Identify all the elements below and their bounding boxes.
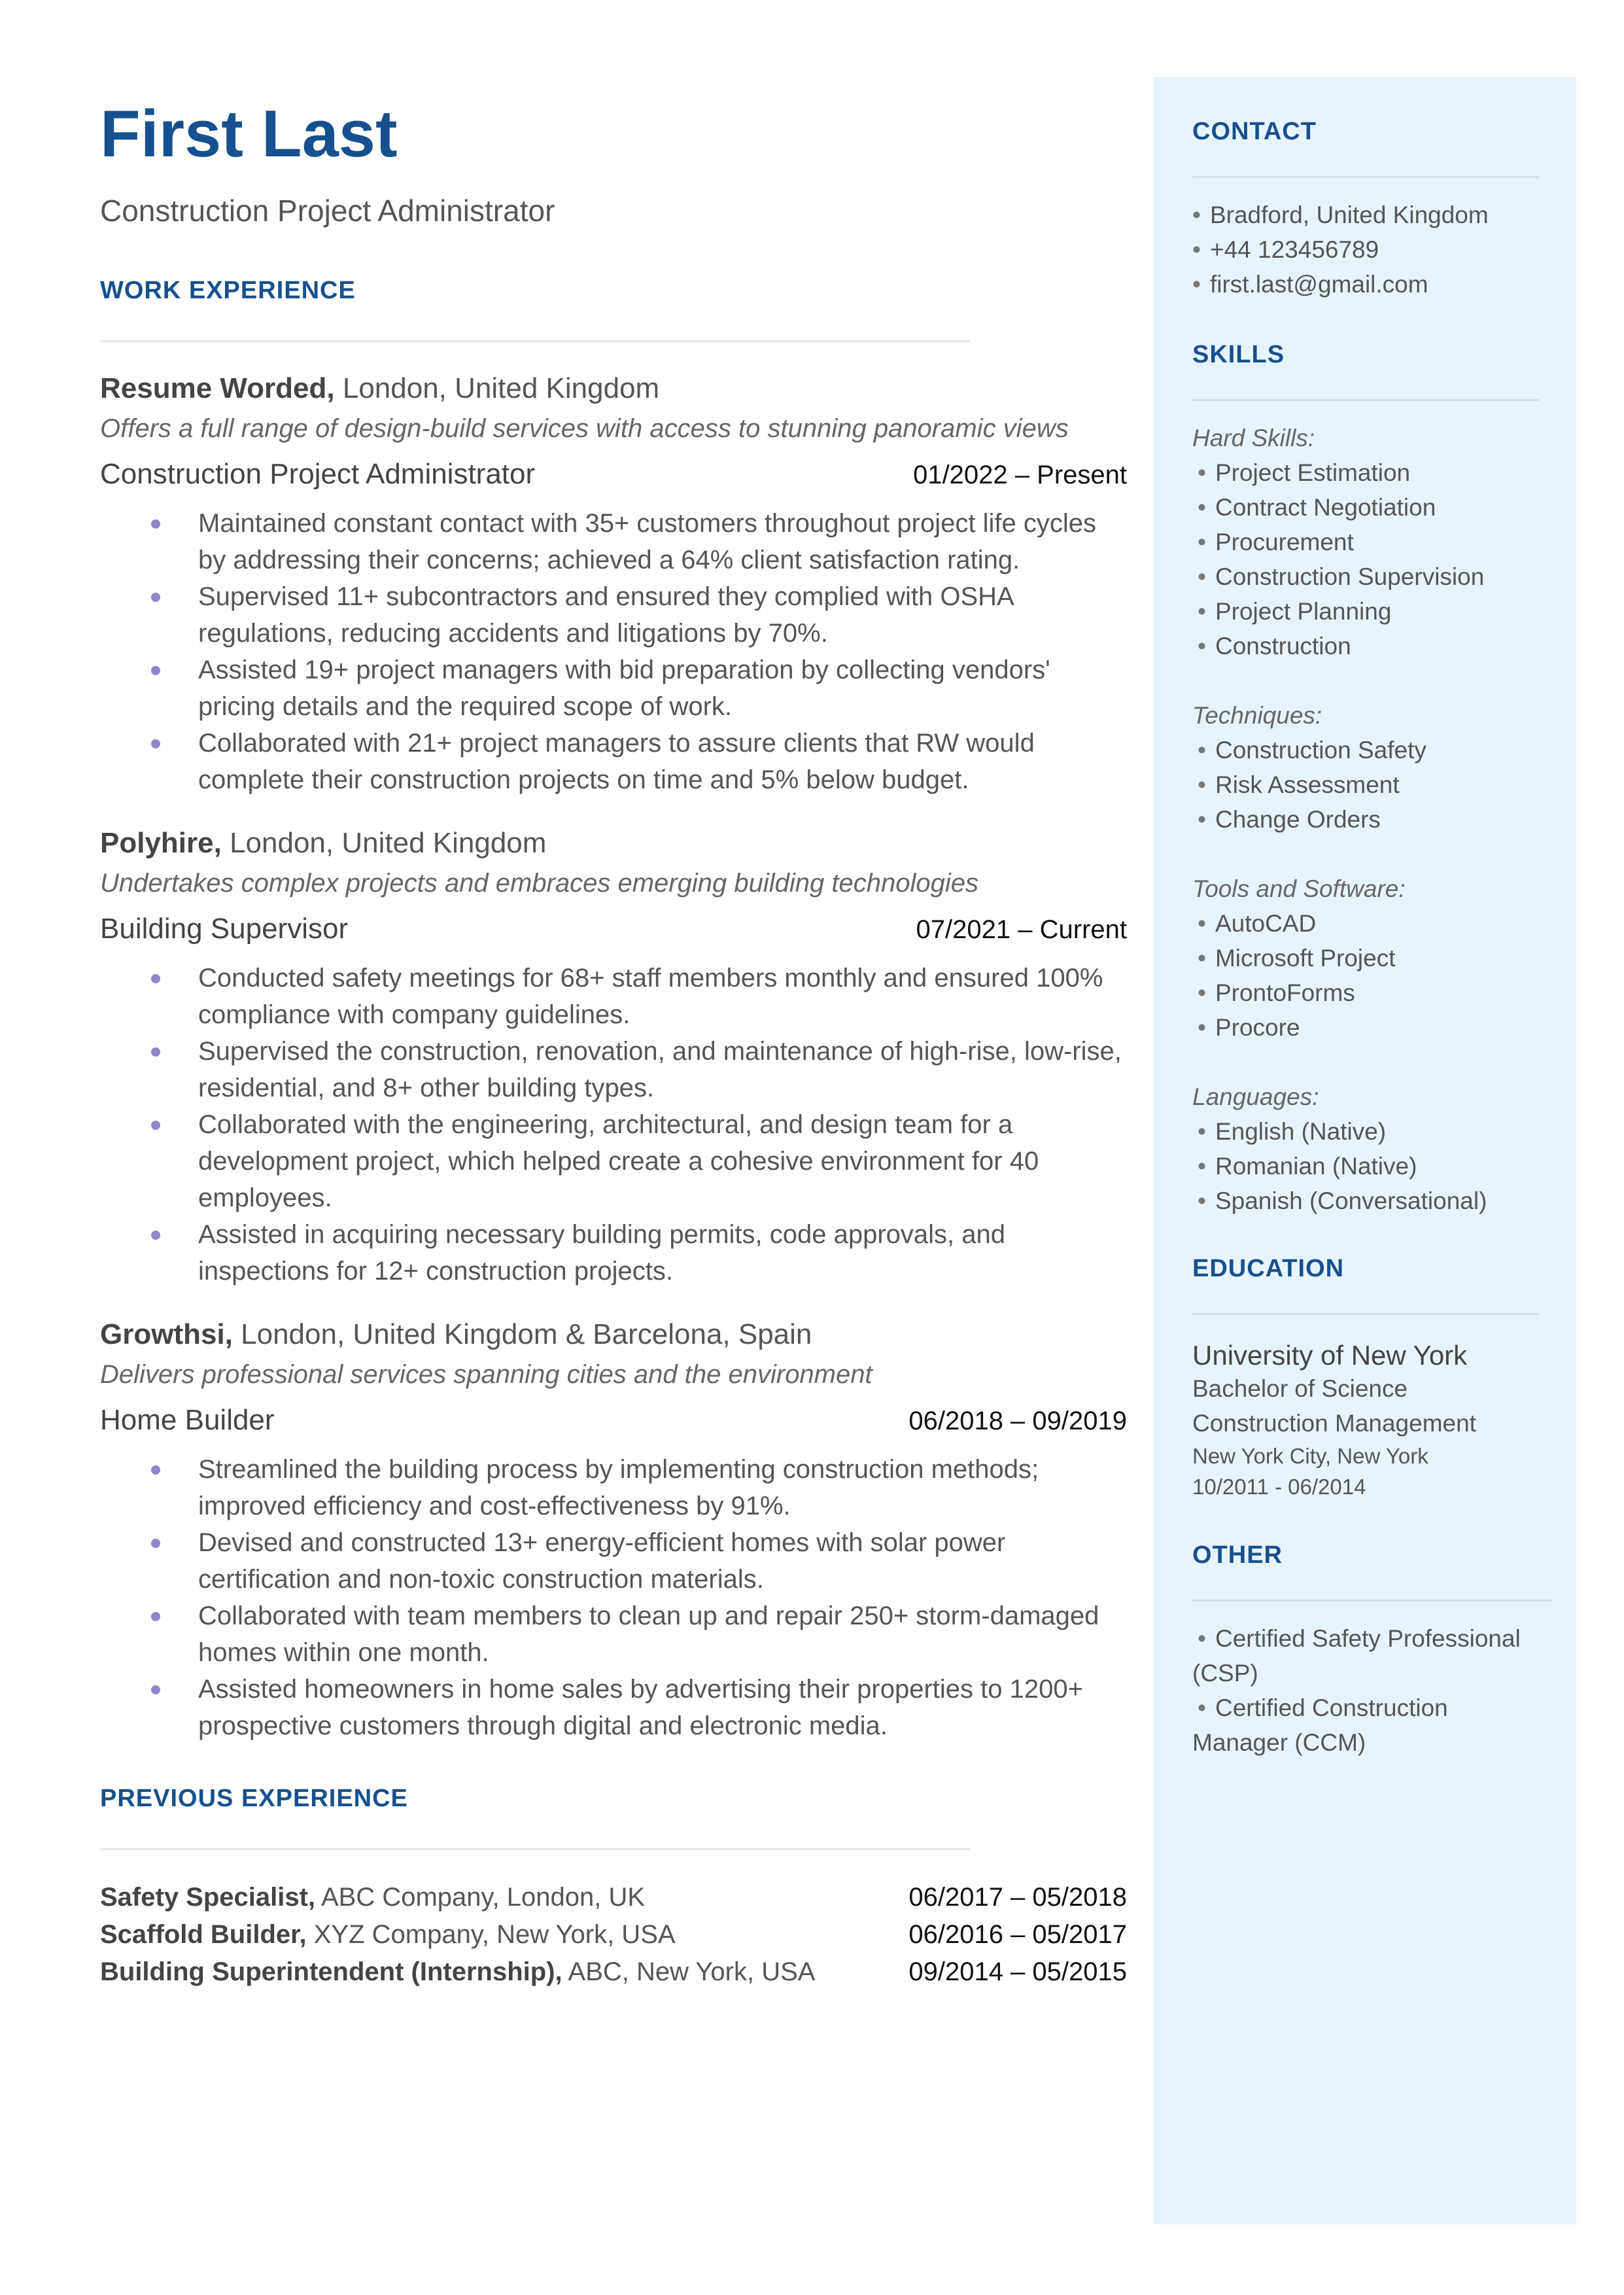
other-item	[1192, 1621, 1539, 1691]
bullet-icon: •	[1198, 459, 1206, 486]
bullet-list	[100, 1451, 1127, 1744]
bullet-icon: •	[1198, 945, 1206, 972]
education-title: EDUCATION	[1192, 1255, 1345, 1282]
previous-role: Scaffold Builder,	[100, 1920, 307, 1950]
skill-item-text: Procurement	[1215, 529, 1354, 555]
previous-experience-title: PREVIOUS EXPERIENCE	[100, 1785, 408, 1813]
skill-category: Languages:	[1192, 1083, 1319, 1110]
bullet-icon	[151, 739, 160, 748]
bullet-item	[100, 652, 1127, 725]
bullet-text: Maintained constant contact with 35+ customers throughout project life cycles by addressing their concerns; achieved a 64% client satisfaction rating.	[198, 509, 1096, 575]
skill-category: Hard Skills:	[1192, 425, 1315, 451]
main-column	[100, 98, 1127, 1991]
bullet-icon: •	[1198, 1625, 1206, 1652]
section-divider	[100, 1848, 970, 1850]
company-line	[100, 827, 1127, 860]
skill-item-text: English (Native)	[1215, 1118, 1387, 1145]
job-title: Construction Project Administrator	[100, 458, 536, 491]
skill-item	[1192, 975, 1539, 1010]
company-name: Polyhire,	[100, 827, 222, 860]
previous-company: ABC, New York, USA	[568, 1957, 816, 1987]
job-dates: 01/2022 – Present	[913, 461, 1127, 490]
skill-item	[1192, 1149, 1539, 1183]
skill-item-text: Change Orders	[1215, 806, 1381, 833]
bullet-icon	[151, 974, 160, 983]
previous-company: ABC Company, London, UK	[320, 1883, 646, 1912]
skill-item	[1192, 455, 1539, 490]
bullet-item	[100, 578, 1127, 652]
bullet-text: Collaborated with the engineering, architectural, and design team for a development project, which helped create a cohesive environment for 40 employees.	[198, 1110, 1039, 1213]
education-field: Construction Management	[1192, 1410, 1476, 1437]
company-location: London, United Kingdom & Barcelona, Spain	[241, 1318, 812, 1351]
bullet-icon: •	[1198, 910, 1206, 937]
previous-role: Building Superintendent (Internship),	[100, 1957, 562, 1987]
other-title: OTHER	[1192, 1541, 1283, 1569]
bullet-item	[100, 1598, 1127, 1671]
education-location: New York City, New York	[1192, 1444, 1428, 1468]
bullet-icon: •	[1198, 1014, 1206, 1041]
skill-item-text: Procore	[1215, 1014, 1300, 1041]
bullet-icon: •	[1198, 1694, 1206, 1721]
position-row	[100, 458, 1127, 491]
previous-experience-row	[100, 1916, 1127, 1953]
education-degree: Bachelor of Science	[1192, 1375, 1408, 1402]
previous-dates: 09/2014 – 05/2015	[908, 1957, 1127, 1987]
skill-item-text: ProntoForms	[1215, 979, 1355, 1006]
skill-item-text: Risk Assessment	[1215, 771, 1400, 798]
job-title: Home Builder	[100, 1404, 275, 1437]
job-entry	[100, 1318, 1127, 1744]
sidebar	[1153, 77, 1576, 2224]
bullet-icon	[151, 593, 160, 602]
previous-role-line	[100, 1879, 645, 1916]
skill-item-text: Spanish (Conversational)	[1215, 1187, 1487, 1214]
bullet-text: Assisted homeowners in home sales by advertising their properties to 1200+ prospective customers through digital and electronic media.	[198, 1675, 1083, 1741]
skill-item-text: Microsoft Project	[1215, 945, 1396, 972]
skill-category: Techniques:	[1192, 702, 1322, 729]
skill-item-text: Project Planning	[1215, 598, 1392, 625]
skill-item	[1192, 906, 1539, 941]
skills-list	[1192, 421, 1539, 1218]
sidebar-divider	[1192, 1600, 1552, 1602]
skill-item	[1192, 1183, 1539, 1218]
skill-item	[1192, 594, 1539, 629]
skill-item-text: Contract Negotiation	[1215, 494, 1436, 521]
company-line	[100, 372, 1127, 405]
skill-item	[1192, 629, 1539, 663]
sidebar-divider	[1192, 176, 1539, 178]
contact-item-text: +44 123456789	[1209, 236, 1379, 263]
bullet-item	[100, 1451, 1127, 1524]
company-description: Delivers professional services spanning cities and the environment	[100, 1360, 872, 1390]
education-entry	[1192, 1340, 1539, 1502]
bullet-text: Supervised the construction, renovation, and maintenance of high-rise, low-rise, residential, and 8+ other building types.	[198, 1037, 1122, 1103]
skill-item-text: Construction Safety	[1215, 737, 1426, 763]
bullet-icon: •	[1198, 737, 1206, 763]
company-location: London, United Kingdom	[342, 372, 660, 405]
bullet-text: Conducted safety meetings for 68+ staff members monthly and ensured 100% compliance with company guidelines.	[198, 964, 1103, 1030]
bullet-icon	[151, 1465, 160, 1475]
previous-role-line	[100, 1916, 676, 1953]
bullet-icon	[151, 666, 160, 675]
company-description: Offers a full range of design-build services with access to stunning panoramic views	[100, 414, 1069, 444]
company-name: Resume Worded,	[100, 372, 335, 405]
bullet-icon: •	[1198, 806, 1206, 833]
bullet-icon: •	[1198, 598, 1206, 625]
bullet-icon: •	[1198, 979, 1206, 1006]
bullet-icon: •	[1198, 1118, 1206, 1145]
bullet-item	[100, 505, 1127, 578]
work-experience-list	[100, 372, 1127, 1744]
bullet-icon	[151, 1612, 160, 1621]
skill-group	[1192, 1079, 1539, 1218]
skill-item	[1192, 767, 1539, 802]
bullet-list	[100, 960, 1127, 1289]
contact-item-text: Bradford, United Kingdom	[1209, 201, 1489, 228]
contact-item-text: first.last@gmail.com	[1209, 271, 1428, 298]
bullet-icon	[151, 1047, 160, 1057]
skill-item	[1192, 1010, 1539, 1045]
bullet-icon: •	[1198, 529, 1206, 555]
other-item-text: Certified Safety Professional (CSP)	[1192, 1625, 1521, 1687]
candidate-name: First Last	[100, 97, 398, 171]
job-entry	[100, 827, 1127, 1289]
contact-title: CONTACT	[1192, 118, 1317, 145]
skill-item-text: Construction Supervision	[1215, 563, 1485, 590]
bullet-text: Streamlined the building process by implementing construction methods; improved efficiency and cost-effectiveness by 91%.	[198, 1455, 1039, 1521]
skill-item	[1192, 802, 1539, 837]
education-dates: 10/2011 - 06/2014	[1192, 1475, 1366, 1499]
skill-item-text: Romanian (Native)	[1215, 1153, 1417, 1180]
skill-group	[1192, 421, 1539, 663]
skill-item-text: Project Estimation	[1215, 459, 1411, 486]
contact-item	[1192, 267, 1539, 302]
bullet-icon	[151, 1539, 160, 1548]
bullet-text: Assisted 19+ project managers with bid preparation by collecting vendors' pricing details and the required scope of work.	[198, 656, 1050, 722]
bullet-icon: •	[1192, 236, 1201, 263]
bullet-item	[100, 960, 1127, 1033]
bullet-icon: •	[1198, 494, 1206, 521]
education-school: University of New York	[1192, 1340, 1468, 1371]
previous-company: XYZ Company, New York, USA	[313, 1920, 676, 1950]
bullet-icon: •	[1192, 271, 1201, 298]
skills-title: SKILLS	[1192, 341, 1285, 368]
other-item-text: Certified Construction Manager (CCM)	[1192, 1694, 1448, 1756]
job-entry	[100, 372, 1127, 798]
bullet-item	[100, 1671, 1127, 1744]
company-location: London, United Kingdom	[230, 827, 547, 860]
company-description: Undertakes complex projects and embraces emerging building technologies	[100, 869, 978, 898]
bullet-icon	[151, 1231, 160, 1240]
candidate-role: Construction Project Administrator	[100, 194, 555, 228]
bullet-item	[100, 1033, 1127, 1106]
skill-group	[1192, 871, 1539, 1045]
previous-role: Safety Specialist,	[100, 1883, 316, 1912]
skill-item	[1192, 525, 1539, 559]
skill-item	[1192, 733, 1539, 767]
previous-dates: 06/2016 – 05/2017	[908, 1920, 1127, 1950]
bullet-list	[100, 505, 1127, 798]
section-divider	[100, 340, 970, 342]
job-dates: 06/2018 – 09/2019	[908, 1407, 1127, 1436]
company-line	[100, 1318, 1127, 1351]
bullet-icon: •	[1198, 1153, 1206, 1180]
previous-experience-list	[100, 1879, 1127, 1991]
skill-item	[1192, 941, 1539, 975]
sidebar-divider	[1192, 399, 1539, 401]
bullet-icon: •	[1198, 771, 1206, 798]
work-experience-title: WORK EXPERIENCE	[100, 277, 356, 305]
bullet-text: Assisted in acquiring necessary building permits, code approvals, and inspections for 12+ construction projects.	[198, 1220, 1006, 1286]
bullet-icon: •	[1198, 563, 1206, 590]
position-row	[100, 913, 1127, 945]
bullet-text: Collaborated with 21+ project managers to assure clients that RW would complete their construction projects on time and 5% below budget.	[198, 729, 1035, 795]
contact-item	[1192, 232, 1539, 267]
bullet-text: Supervised 11+ subcontractors and ensured they complied with OSHA regulations, reducing accidents and litigations by 70%.	[198, 582, 1013, 648]
bullet-item	[100, 1524, 1127, 1598]
skill-item	[1192, 559, 1539, 594]
job-dates: 07/2021 – Current	[916, 915, 1127, 945]
bullet-icon: •	[1198, 1187, 1206, 1214]
bullet-icon	[151, 1121, 160, 1130]
position-row	[100, 1404, 1127, 1437]
bullet-text: Collaborated with team members to clean up and repair 250+ storm-damaged homes within one month.	[198, 1602, 1099, 1668]
bullet-item	[100, 1216, 1127, 1289]
skill-group	[1192, 698, 1539, 837]
bullet-text: Devised and constructed 13+ energy-efficient homes with solar power certification and non-toxic construction materials.	[198, 1528, 1006, 1594]
bullet-icon	[151, 519, 160, 529]
previous-dates: 06/2017 – 05/2018	[908, 1883, 1127, 1912]
skill-item	[1192, 1114, 1539, 1149]
skill-item-text: AutoCAD	[1215, 910, 1317, 937]
skill-category: Tools and Software:	[1192, 875, 1406, 902]
bullet-item	[100, 725, 1127, 798]
skill-item	[1192, 490, 1539, 525]
contact-item	[1192, 198, 1539, 232]
bullet-icon: •	[1192, 201, 1201, 228]
previous-experience-row	[100, 1879, 1127, 1916]
other-item	[1192, 1691, 1539, 1760]
previous-experience-row	[100, 1953, 1127, 1991]
bullet-icon	[151, 1685, 160, 1694]
sidebar-divider	[1192, 1313, 1539, 1315]
job-title: Building Supervisor	[100, 913, 349, 945]
bullet-item	[100, 1106, 1127, 1216]
other-list	[1192, 1621, 1539, 1760]
skill-item-text: Construction	[1215, 633, 1351, 659]
company-name: Growthsi,	[100, 1318, 233, 1351]
previous-role-line	[100, 1953, 815, 1991]
bullet-icon: •	[1198, 633, 1206, 659]
contact-list	[1192, 198, 1539, 302]
